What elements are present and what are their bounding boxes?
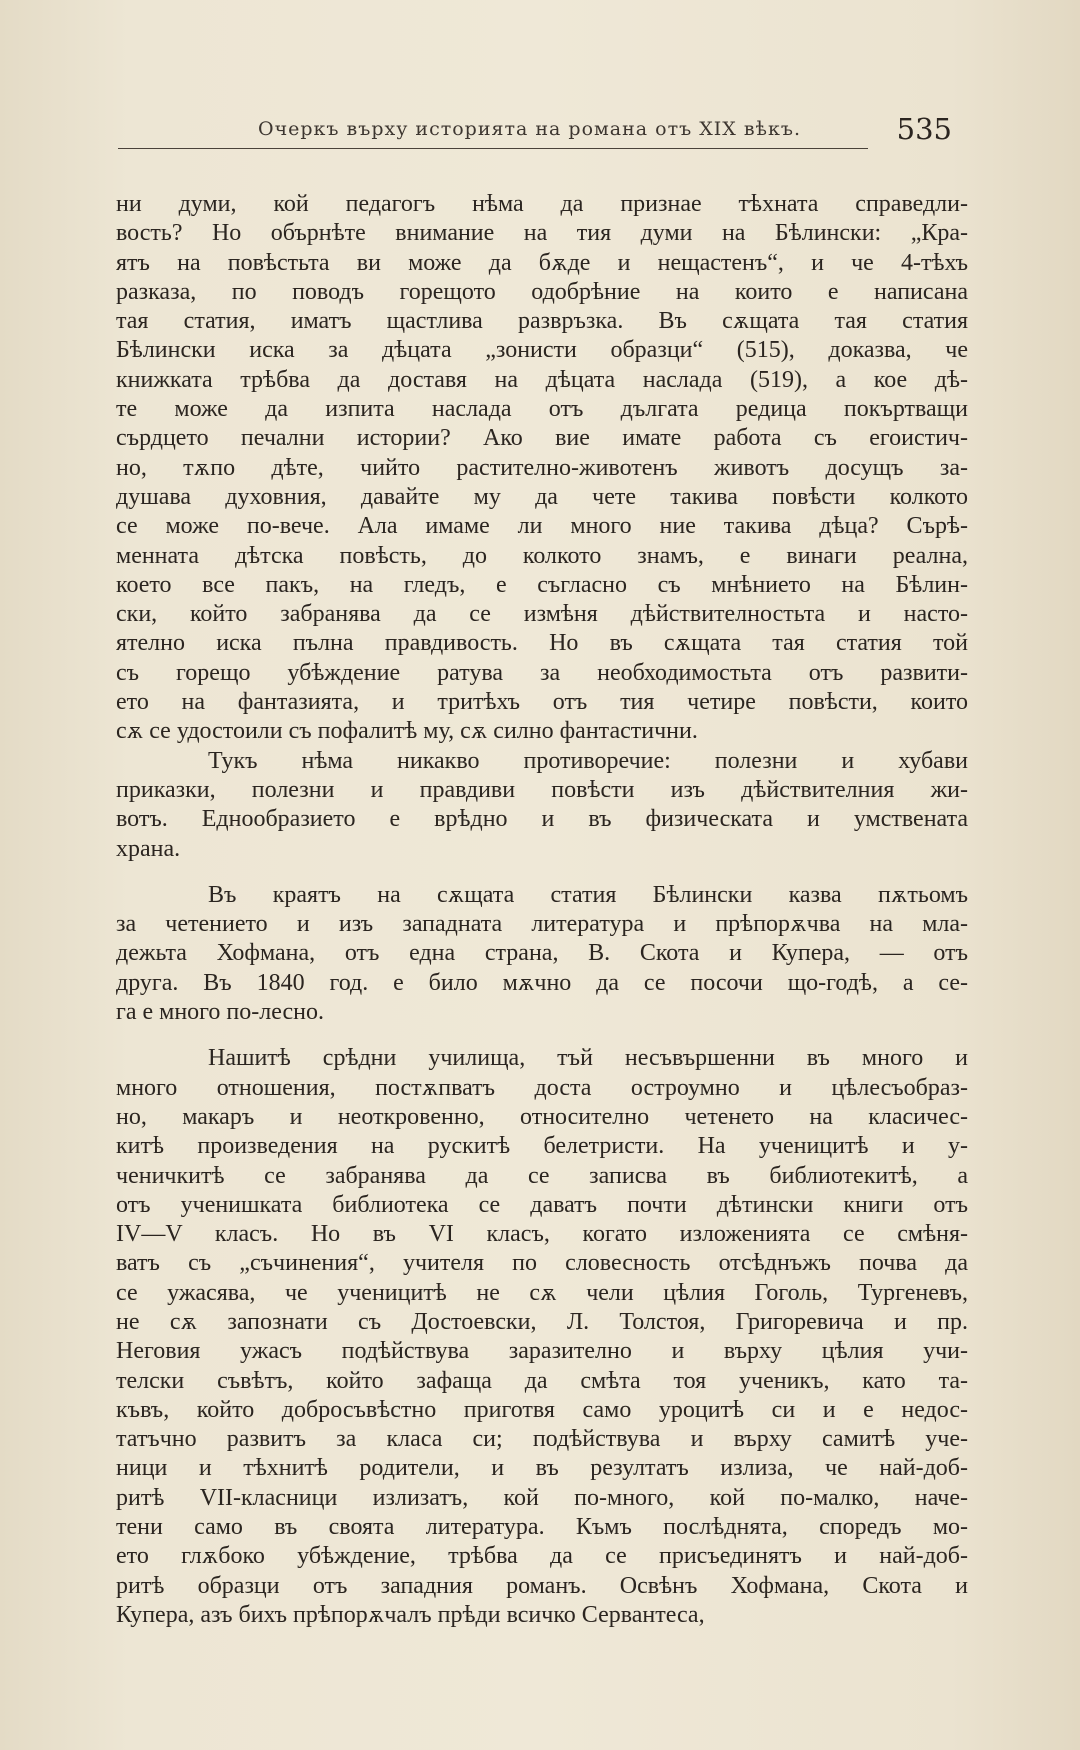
text-line: ятелно иска пълна правдивость. Но въ сѫщата тая статия той (116, 630, 968, 657)
text-line: приказки, полезни и правдиви повѣсти изъ дѣйствителния жи- (116, 776, 968, 803)
text-line: което все пакъ, на гледъ, е съгласно съ мнѣнието на Бѣлин- (116, 571, 968, 598)
text-line: но, макаръ и неоткровенно, относително четенето на класичес- (116, 1103, 968, 1130)
text-line: сѫ се удостоили съ пофалитѣ му, сѫ силно фантастични. (116, 718, 698, 745)
text-line: Тукъ нѣма никакво противоречие: полезни и хубави (208, 747, 968, 774)
text-line: душава духовния, давайте му да чете такива повѣсти колкото (116, 483, 968, 510)
text-line: Бѣлински иска за дѣцата „зонисти образци“ (515), доказва, че (116, 337, 968, 364)
text-line: вость? Но обърнѣте внимание на тия думи на Бѣлински: „Кра- (116, 220, 968, 247)
text-line: се ужасява, че ученицитѣ не сѫ чели цѣлия Гоголь, Тургеневъ, (116, 1279, 968, 1306)
text-line: ритѣ VII-класници излизатъ, кой по-много, кой по-малко, наче- (116, 1484, 968, 1511)
text-line: телски съвѣтъ, който зафаща да смѣта тоя ученикъ, като та- (116, 1367, 968, 1394)
page-number: 535 (896, 112, 952, 146)
text-line: друга. Въ 1840 год. е било мѫчно да се посочи що-годѣ, а се- (116, 969, 968, 996)
text-line: за четението и изъ западната литература и прѣпорѫчва на мла- (116, 911, 968, 938)
text-line: Купера, азъ бихъ прѣпорѫчалъ прѣди всичко Сервантеса, (116, 1601, 705, 1628)
text-line: Нашитѣ срѣдни училища, тъй несъвършенни въ много и (208, 1045, 968, 1072)
paragraph-2 (116, 747, 968, 864)
text-line: Въ краятъ на сѫщата статия Бѣлински казва пѫтьомъ (208, 881, 968, 908)
text-line: вотъ. Еднообразието е врѣдно и въ физическата и умствената (116, 806, 968, 833)
text-line: храна. (116, 835, 181, 862)
paragraph-gap (116, 1027, 968, 1044)
paragraph-gap (116, 864, 968, 881)
text-line: га е много по-лесно. (116, 999, 324, 1026)
paragraph-3 (116, 881, 968, 1027)
text-line: тая статия, иматъ щастлива развръзка. Въ сѫщата тая статия (116, 308, 968, 335)
text-line: IV—V класъ. Но въ VI класъ, когато изложенията се смѣня- (116, 1221, 968, 1248)
text-line: се може по-вече. Ала имаме ли много ние такива дѣца? Сърѣ- (116, 513, 968, 540)
text-line: татъчно развитъ за класа си; подѣйствува и върху самитѣ уче- (116, 1426, 968, 1453)
paragraph-4 (116, 1044, 968, 1630)
text-line: не сѫ запознати съ Достоевски, Л. Толстоя, Григоревича и пр. (116, 1308, 968, 1335)
text-line: ски, който забранява да се измѣня дѣйствителностьта и насто- (116, 601, 968, 628)
text-line: отъ ученишката библиотека се даватъ почти дѣтински книги отъ (116, 1191, 968, 1218)
text-line: ни думи, кой педагогъ нѣма да признае тѣхната справедли- (116, 191, 968, 217)
text-line: ватъ съ „съчинения“, учителя по словесность отсѣднъжъ почва да (116, 1250, 968, 1277)
text-line: ето на фантазията, и тритѣхъ отъ тия четире повѣсти, които (116, 689, 968, 716)
text-line: китѣ произведения на рускитѣ белетристи. На ученицитѣ и у- (116, 1133, 968, 1160)
text-line: ятъ на повѣстьта ви може да бѫде и нещастенъ“, и че 4-тѣхъ (116, 249, 968, 276)
text-line: къвъ, който добросъвѣстно приготвя само уроцитѣ си и е недос- (116, 1396, 968, 1423)
text-line: Неговия ужасъ подѣйствува заразително и върху цѣлия учи- (116, 1338, 968, 1365)
text-line: ници и тѣхнитѣ родители, и въ резултатъ излиза, че най-доб- (116, 1455, 968, 1482)
text-line: съ горещо убѣждение ратува за необходимостьта отъ развити- (116, 659, 968, 686)
body-text (116, 190, 968, 1630)
text-line: ченичкитѣ се забранява да се записва въ библиотекитѣ, а (116, 1162, 968, 1189)
page-header (118, 112, 952, 152)
text-line: дежьта Хофмана, отъ една страна, В. Скота и Купера, — отъ (116, 940, 968, 967)
text-line: сърдцето печални истории? Ако вие имате работа съ егоистич- (116, 425, 968, 452)
text-line: ритѣ образци отъ западния романъ. Освѣнъ Хофмана, Скота и (116, 1572, 968, 1599)
running-title: Очеркъ върху историята на романа отъ XIX вѣкъ. (258, 118, 801, 140)
text-line: менната дѣтска повѣсть, до колкото знамъ, е винаги реална, (116, 542, 968, 569)
text-line: книжката трѣбва да доставя на дѣцата наслада (519), а кое дѣ- (116, 366, 968, 393)
text-line: ето глѫбоко убѣждение, трѣбва да се присъединятъ и най-доб- (116, 1543, 968, 1570)
paragraph-1 (116, 190, 968, 747)
text-line: много отношения, постѫпватъ доста остроумно и цѣлесъобраз- (116, 1074, 968, 1101)
text-line: тени само въ своята литература. Къмъ послѣднята, споредъ мо- (116, 1514, 968, 1541)
text-line: но, тѫпо дѣте, чийто растително-животенъ животъ досущъ за- (116, 454, 968, 481)
text-line: те може да изпита наслада отъ дългата редица покъртващи (116, 396, 968, 423)
text-line: разказа, по поводъ горещото одобрѣние на които е написана (116, 278, 968, 305)
header-rule (118, 148, 868, 149)
